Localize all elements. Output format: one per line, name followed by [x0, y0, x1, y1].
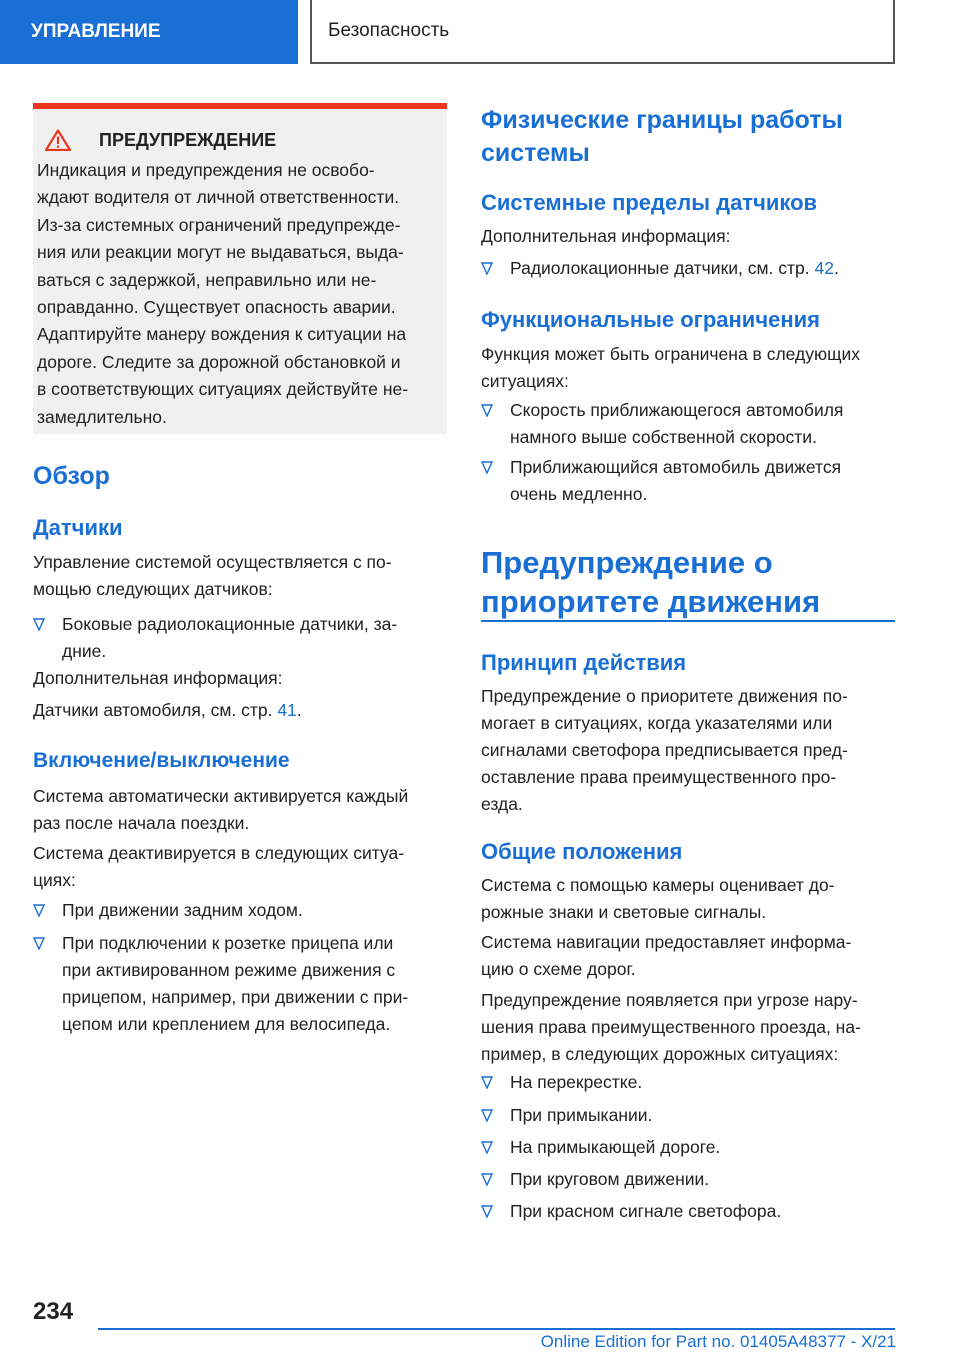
text-line: рожные знаки и световые сигналы. — [481, 902, 767, 922]
warning-title-text: ПРЕДУПРЕЖДЕНИЕ — [99, 130, 277, 150]
text-line: Система навигации предоставляет информа- — [481, 932, 852, 952]
text-line: езда. — [481, 794, 523, 814]
footer-divider — [98, 1328, 895, 1330]
warning-line: Индикация и предупреждения не освобо- — [37, 160, 375, 180]
bullet-triangle-icon — [481, 1205, 493, 1218]
list-item — [481, 1102, 652, 1129]
page-number: 234 — [33, 1298, 74, 1325]
more-info-label: Дополнительная информация: — [33, 668, 283, 688]
sensors-reference — [33, 697, 302, 724]
text-line: На примыкающей дороге. — [510, 1137, 721, 1157]
heading-line: Физические границы работы — [481, 106, 843, 134]
list-item — [33, 930, 452, 1038]
functional-limits-text — [481, 341, 895, 395]
warning-line: ния или реакции могут не выдаваться, выда- — [37, 242, 404, 263]
general-text-camera — [481, 872, 895, 926]
overview-heading: Обзор — [33, 462, 110, 490]
text-line: При подключении к розетке прицепа или — [62, 933, 394, 953]
footer-edition: Online Edition for Part no. 01405A48377 - X/21 — [540, 1332, 896, 1351]
text-line: оставление права преимущественного про- — [481, 767, 837, 787]
text-line: раз после начала поездки. — [33, 813, 250, 833]
text-line: Управление системой осуществляется с по- — [33, 552, 392, 572]
list-item — [481, 1069, 642, 1096]
physical-limits-heading — [481, 104, 895, 170]
warning-triangle-icon — [45, 129, 71, 151]
text-line: Система деактивируется в следующих ситуа- — [33, 843, 405, 863]
warning-line: Из-за системных ограничений предупрежде- — [37, 214, 401, 235]
bullet-triangle-icon — [33, 937, 45, 950]
heading-line: системы — [481, 139, 590, 167]
text-line: пример, в следующих дорожных ситуациях: — [481, 1044, 839, 1064]
bullet-triangle-icon — [481, 404, 493, 417]
onoff-heading: Включение/выключение — [33, 749, 290, 772]
bullet-triangle-icon — [33, 904, 45, 917]
list-item — [481, 1166, 709, 1193]
principle-heading: Принцип действия — [481, 650, 687, 675]
functional-limits-heading: Функциональные ограничения — [481, 307, 820, 332]
onoff-text — [33, 783, 447, 837]
text-line: При круговом движении. — [510, 1169, 710, 1189]
text-line: сигналами светофора предписывается пред- — [481, 740, 848, 760]
text-line: при активированном режиме движения с — [62, 960, 396, 980]
bullet-triangle-icon — [481, 1109, 493, 1122]
heading-line: приоритете движения — [481, 584, 821, 619]
text-line: шения права преимущественного проезда, на- — [481, 1017, 861, 1037]
warning-line: Адаптируйте манеру вождения к ситуации на — [37, 324, 407, 345]
bullet-triangle-icon — [481, 262, 493, 275]
priority-warning-heading — [481, 543, 895, 621]
warning-title — [37, 129, 437, 151]
text-line: При примыкании. — [510, 1105, 653, 1125]
warning-line: в соответствующих ситуациях действуйте не- — [37, 379, 409, 400]
text-line: Предупреждение появляется при угрозе нару- — [481, 990, 858, 1010]
reference-text: Радиолокационные датчики, см. стр. — [510, 258, 810, 278]
list-item — [481, 397, 895, 451]
text-line: цепом или креплением для велосипеда. — [62, 1014, 391, 1034]
sensors-text — [33, 549, 447, 603]
text-line: Предупреждение о приоритете движения по- — [481, 686, 848, 706]
page-link-41[interactable]: 41 — [277, 700, 297, 720]
bullet-triangle-icon — [33, 618, 45, 631]
principle-text — [481, 683, 895, 818]
warning-line: ваться с задержкой, неправильно или не- — [37, 269, 377, 290]
warning-line: дороге. Следите за дорожной обстановкой и — [37, 351, 401, 372]
bullet-triangle-icon — [481, 461, 493, 474]
text-line: Система автоматически активируется каждый — [33, 786, 409, 806]
section-divider — [481, 620, 895, 622]
text-line: цию о схеме дорог. — [481, 959, 636, 979]
list-item — [481, 1134, 720, 1161]
text-line: мощью следующих датчиков: — [33, 579, 273, 599]
text-line: При красном сигнале светофора. — [510, 1201, 782, 1221]
reference-end: . — [296, 700, 302, 720]
text-line: Скорость приближающегося автомобиля — [510, 400, 844, 420]
text-line: очень медленно. — [510, 484, 648, 504]
reference-text: Датчики автомобиля, см. стр. — [33, 700, 273, 720]
text-line: На перекрестке. — [510, 1072, 643, 1092]
sensor-limits-heading: Системные пределы датчиков — [481, 190, 818, 215]
text-line: ситуациях: — [481, 371, 569, 391]
bullet-triangle-icon — [481, 1173, 493, 1186]
list-item — [481, 454, 895, 508]
list-item — [481, 1198, 781, 1225]
warning-line: оправданно. Существует опасность аварии. — [37, 297, 396, 318]
warning-line: ждают водителя от личной ответственности. — [37, 187, 400, 208]
text-line: могает в ситуациях, когда указателями или — [481, 713, 833, 733]
text-line: Система с помощью камеры оценивает до- — [481, 875, 835, 895]
more-info-label: Дополнительная информация: — [481, 226, 731, 246]
bullet-triangle-icon — [481, 1141, 493, 1154]
list-item — [481, 255, 895, 282]
text-line: Функция может быть ограничена в следующих — [481, 344, 861, 364]
general-heading: Общие положения — [481, 839, 683, 864]
warning-box — [33, 103, 447, 434]
warning-text — [37, 157, 437, 431]
text-line: прицепом, например, при движении с при- — [62, 987, 409, 1007]
header-section-tab: УПРАВЛЕНИЕ — [0, 0, 298, 64]
warning-line: замедлительно. — [37, 406, 167, 427]
bullet-triangle-icon — [481, 1076, 493, 1089]
text-line: циях: — [33, 870, 76, 890]
list-item — [33, 897, 447, 924]
text-line: При движении задним ходом. — [62, 900, 303, 920]
sensors-heading: Датчики — [33, 515, 123, 540]
general-text-warning — [481, 987, 895, 1068]
text-line: Приближающийся автомобиль движется — [510, 457, 842, 477]
list-item — [33, 611, 447, 665]
reference-end: . — [833, 258, 839, 278]
deactivation-text — [33, 840, 447, 894]
general-text-navigation — [481, 929, 895, 983]
text-line: дние. — [62, 641, 107, 661]
text-line: Боковые радиолокационные датчики, за- — [62, 614, 398, 634]
text-line: намного выше собственной скорости. — [510, 427, 817, 447]
heading-line: Предупреждение о — [481, 545, 773, 580]
page-link-42[interactable]: 42 — [814, 258, 834, 278]
header-subsection: Безопасность — [310, 0, 895, 64]
